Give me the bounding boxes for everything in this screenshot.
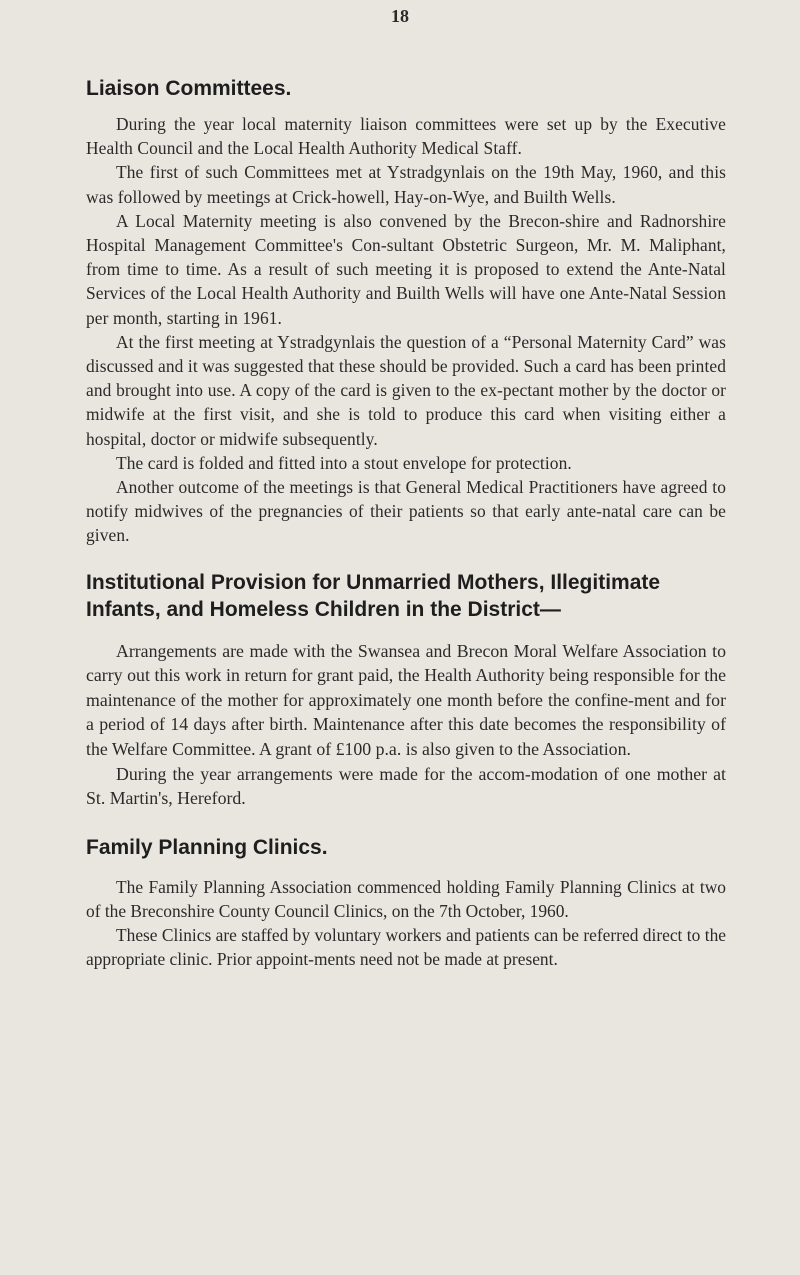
section-heading: Family Planning Clinics. (86, 835, 328, 859)
paragraph: During the year arrangements were made for the accom-modation of one mother at St. Martin's, Hereford. (86, 763, 726, 809)
paragraph: During the year local maternity liaison committees were set up by the Executive Health Council and the Local Health Authority Medical Staff. (86, 114, 726, 159)
paragraph: Another outcome of the meetings is that General Medical Practitioners have agreed to notify midwives of the pregnancies of their patients so that early ante-natal care can be given. (86, 477, 726, 546)
page-number: 18 (391, 6, 409, 26)
page-content (86, 76, 726, 972)
paragraph: These Clinics are staffed by voluntary workers and patients can be referred direct to the appropriate clinic. Prior appoint-ments need not be made at present. (86, 925, 726, 970)
paragraph: The card is folded and fitted into a stout envelope for protection. (116, 452, 572, 473)
section-family-planning-clinics (86, 835, 726, 972)
paragraph: The first of such Committees met at Ystradgynlais on the 19th May, 1960, and this was followed by meetings at Crick-howell, Hay-on-Wye, and Builth Wells. (86, 162, 726, 207)
section-liaison-committees (86, 76, 726, 548)
section-heading: Liaison Committees. (86, 77, 292, 100)
paragraph: At the first meeting at Ystradgynlais the question of a “Personal Maternity Card” was discussed and it was suggested that these should be provided. Such a card has been printed and brought into use. A copy of the card is given to the ex-pectant mother by the doctor or midwife at the first visit, and she is told to produce this card when visiting either a hospital, doctor or midwife subsequently. (86, 331, 726, 449)
paragraph: A Local Maternity meeting is also convened by the Brecon-shire and Radnorshire Hospital Management Committee's Con-sultant Obstetric Surgeon, Mr. M. Maliphant, from time to time. As a result of such meeting it is proposed to extend the Ante-Natal Services of the Local Health Authority and Builth Wells will have one Ante-Natal Session per month, starting in 1961. (86, 210, 726, 328)
paragraph: The Family Planning Association commenced holding Family Planning Clinics at two of the Breconshire County Council Clinics, on the 7th October, 1960. (86, 876, 726, 922)
section-institutional-provision (86, 569, 726, 811)
section-heading: Institutional Provision for Unmarried Mothers, Illegitimate Infants, and Homeless Children in the District— (86, 570, 661, 621)
paragraph: Arrangements are made with the Swansea and Brecon Moral Welfare Association to carry out this work in return for grant paid, the Health Authority being responsible for the maintenance of the mother for approximately one month before the confine-ment and for a period of 14 days after birth. Maintenance after this date becomes the responsibility of the Welfare Committee. A grant of £100 p.a. is also given to the Association. (86, 640, 726, 760)
